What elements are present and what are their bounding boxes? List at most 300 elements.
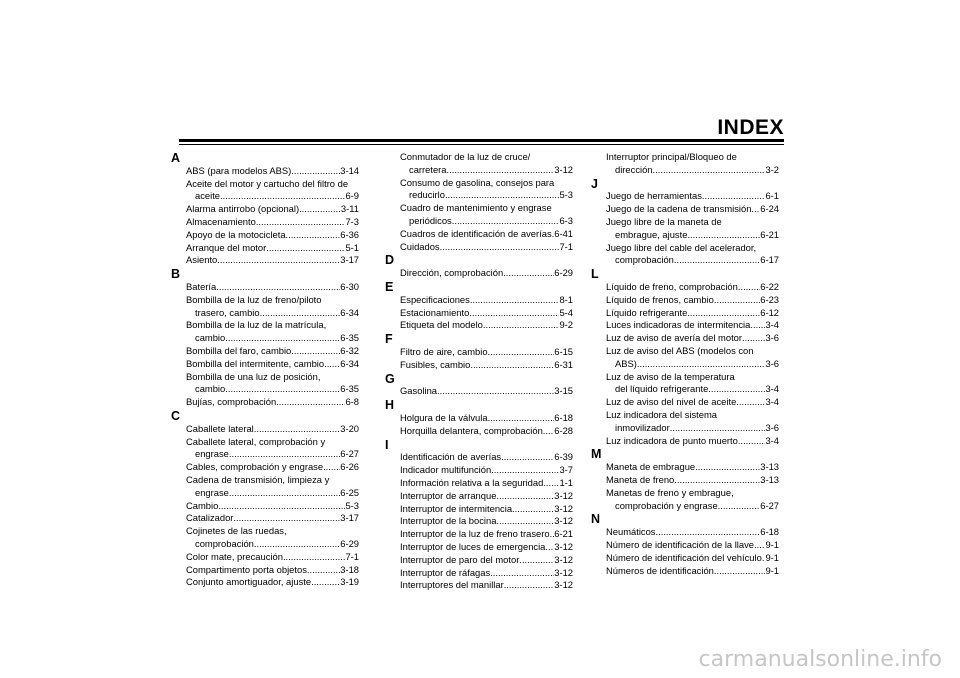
page-number: 3-17 (340, 254, 359, 266)
section-letter: D (385, 253, 395, 268)
entry-text: Luz de aviso del nivel de aceite (606, 396, 737, 408)
dot-leader (216, 281, 340, 294)
index-entry (385, 503, 573, 516)
dot-leader (218, 500, 345, 513)
index-entry (171, 281, 359, 294)
entry-text: Juego libre de la maneta de (606, 215, 722, 227)
dot-leader (543, 425, 554, 438)
page-number: 5-3 (559, 189, 573, 201)
index-entry (171, 319, 359, 345)
page-number: 6-15 (554, 345, 573, 357)
entry-text: Interruptor de la luz de freno trasero (400, 528, 550, 540)
header-rule-thick (179, 139, 784, 142)
page-number: 7-3 (345, 215, 359, 227)
page-number: 6-21 (760, 228, 779, 240)
section-letter: F (385, 332, 393, 347)
index-entry (385, 359, 573, 372)
entry-text: Estacionamiento (400, 306, 470, 318)
page-number: 6-18 (760, 526, 779, 538)
page-number: 7-1 (345, 550, 359, 562)
dot-leader (276, 396, 345, 409)
page-number: 6-23 (760, 293, 779, 305)
index-entry (591, 216, 779, 242)
dot-leader (491, 464, 559, 477)
page-number: 5-4 (559, 306, 573, 318)
index-entry (591, 371, 779, 397)
index-entry (591, 396, 779, 409)
entry-text: Holgura de la válvula (400, 411, 488, 423)
entry-text: aceite (195, 190, 221, 202)
dot-leader (291, 345, 340, 358)
entry-text: Interruptor de la bocina (400, 515, 497, 527)
header-rule-thin (179, 144, 784, 145)
section-letter: L (591, 267, 599, 282)
page-number: 6-35 (340, 332, 359, 344)
page-number: 3-6 (765, 421, 779, 433)
dot-leader (256, 216, 346, 229)
page-number: 6-36 (340, 228, 359, 240)
entry-text: Luces indicadoras de intermitencia (606, 319, 751, 331)
dot-leader (229, 487, 340, 500)
entry-text: ABS) (615, 357, 637, 369)
index-entry (385, 515, 573, 528)
entry-text: Interruptor de paro del motor (400, 553, 520, 565)
index-entry (385, 151, 573, 177)
entry-text: Alarma antirrobo (opcional) (186, 203, 300, 215)
index-entry (385, 477, 573, 490)
page-number: 6-34 (340, 306, 359, 318)
entry-text: comprobación (615, 254, 674, 266)
page-number: 6-35 (340, 383, 359, 395)
entry-text: Etiqueta del modelo (400, 319, 483, 331)
index-entry (171, 396, 359, 409)
entry-text: Cojinetes de las ruedas, (186, 525, 287, 537)
index-entry (385, 490, 573, 503)
dot-leader (503, 267, 554, 280)
entry-text: Cables, comprobación y engrase (186, 461, 324, 473)
page-number: 9-1 (765, 564, 779, 576)
entry-text: Fusibles, cambio (400, 358, 471, 370)
entry-text: Catalizador (186, 512, 234, 524)
dot-leader (266, 242, 345, 255)
page-number: 6-41 (554, 227, 573, 239)
page-title: INDEX (717, 116, 784, 139)
dot-leader (470, 359, 554, 372)
dot-leader (695, 461, 760, 474)
index-entry (171, 345, 359, 358)
dot-leader (504, 579, 555, 592)
entry-text: Cuadros de identificación de averías (400, 227, 552, 239)
dot-leader (738, 281, 760, 294)
entry-text: Líquido de freno, comprobación (606, 280, 738, 292)
entry-text: Gasolina (400, 385, 438, 397)
page-number: 3-12 (554, 540, 573, 552)
page-number: 9-1 (765, 538, 779, 550)
dot-leader (674, 474, 760, 487)
entry-text: Conjunto amortiguador, ajuste (186, 576, 312, 588)
index-entry (385, 554, 573, 567)
index-entry (385, 385, 573, 398)
entry-text: Horquilla delantera, comprobación (400, 424, 543, 436)
entry-text: Luz de aviso del ABS (modelos con (606, 344, 754, 356)
section-letter: I (385, 437, 389, 452)
dot-leader (708, 383, 765, 396)
entry-text: Luz de aviso de la temperatura (606, 370, 735, 382)
index-entry (171, 229, 359, 242)
index-entry (171, 525, 359, 551)
entry-text: Juego libre del cable del acelerador, (606, 241, 757, 253)
dot-leader (687, 307, 760, 320)
entry-text: cambio (195, 332, 226, 344)
index-entry (171, 254, 359, 267)
index-entry (591, 281, 779, 294)
dot-leader (674, 254, 760, 267)
page-number: 6-34 (340, 357, 359, 369)
page-number: 9-2 (559, 319, 573, 331)
entry-text: Información relativa a la seguridad (400, 476, 544, 488)
index-entry (385, 319, 573, 332)
entry-text: comprobación y engrase (615, 499, 718, 511)
page-number: 3-12 (554, 553, 573, 565)
dot-leader (311, 576, 340, 589)
page-number: 6-24 (760, 203, 779, 215)
dot-leader (220, 190, 345, 203)
index-entry (591, 294, 779, 307)
index-entry (385, 579, 573, 592)
page-number: 6-8 (345, 396, 359, 408)
dot-leader (750, 319, 765, 332)
index-column-2 (385, 151, 573, 592)
index-entry (171, 358, 359, 371)
page-number: 5-3 (345, 499, 359, 511)
index-entry (385, 425, 573, 438)
index-entry (591, 190, 779, 203)
page-number: 3-17 (340, 512, 359, 524)
dot-leader (445, 189, 559, 202)
index-entry (591, 203, 779, 216)
dot-leader (307, 564, 340, 577)
entry-text: reducirlo (409, 189, 445, 201)
entry-text: Interruptores del manillar (400, 579, 504, 591)
page-number: 3-2 (765, 163, 779, 175)
dot-leader (447, 164, 555, 177)
page-number: 3-12 (554, 163, 573, 175)
dot-leader (229, 448, 340, 461)
entry-text: Luz de aviso de avería del motor (606, 332, 743, 344)
dot-leader (260, 307, 341, 320)
entry-text: Aceite del motor y cartucho del filtro de (186, 177, 349, 189)
index-entry (385, 528, 573, 541)
dot-leader (543, 477, 559, 490)
entry-text: Luz indicadora del sistema (606, 408, 717, 420)
index-entry (171, 242, 359, 255)
page-number: 6-29 (340, 537, 359, 549)
dot-leader (254, 538, 340, 551)
dot-leader (254, 423, 340, 436)
entry-text: Dirección, comprobación (400, 267, 504, 279)
dot-leader (496, 490, 554, 503)
dot-leader (501, 451, 554, 464)
page-number: 6-25 (340, 486, 359, 498)
dot-leader (718, 500, 761, 513)
entry-text: Números de identificación (606, 564, 714, 576)
entry-text: periódicos (409, 214, 452, 226)
index-entry (171, 564, 359, 577)
dot-leader (225, 383, 340, 396)
section-letter: N (591, 512, 601, 527)
page-number: 3-4 (765, 396, 779, 408)
entry-text: Arranque del motor (186, 241, 267, 253)
index-entry (385, 307, 573, 320)
entry-text: dirección (615, 163, 653, 175)
page-number: 6-39 (554, 451, 573, 463)
entry-text: inmovilizador (615, 421, 670, 433)
page-number: 3-15 (554, 385, 573, 397)
dot-leader (545, 541, 554, 554)
index-entry (171, 512, 359, 525)
entry-text: Luz indicadora de punto muerto (606, 434, 738, 446)
section-letter: J (591, 176, 598, 191)
page-number: 3-13 (760, 473, 779, 485)
entry-text: Cadena de transmisión, limpieza y (186, 473, 330, 485)
index-entry (171, 551, 359, 564)
index-entry (385, 567, 573, 580)
section-letter: A (171, 151, 181, 165)
page-number: 6-32 (340, 344, 359, 356)
page-number: 6-1 (765, 190, 779, 202)
index-entry (171, 165, 359, 178)
entry-text: Líquido refrigerante (606, 306, 688, 318)
index-entry (591, 345, 779, 371)
dot-leader (233, 512, 340, 525)
index-entry (591, 435, 779, 448)
index-entry (171, 436, 359, 462)
entry-text: Líquido de frenos, cambio (606, 293, 714, 305)
section-letter: M (591, 447, 602, 462)
entry-text: Número de identificación del vehículo (606, 551, 762, 563)
entry-text: Maneta de embrague (606, 461, 696, 473)
page-number: 8-1 (559, 293, 573, 305)
page-number: 6-27 (340, 448, 359, 460)
dot-leader (490, 567, 554, 580)
dot-leader (217, 254, 340, 267)
dot-leader (656, 526, 761, 539)
index-entry (171, 500, 359, 513)
entry-text: Consumo de gasolina, consejos para (400, 176, 555, 188)
dot-leader (470, 294, 560, 307)
index-entry (385, 412, 573, 425)
entry-text: Maneta de freno (606, 473, 675, 485)
page-number: 1-1 (559, 476, 573, 488)
page-number: 3-20 (340, 422, 359, 434)
index-entry (591, 332, 779, 345)
page-number: 6-12 (760, 306, 779, 318)
entry-text: Conmutador de la luz de cruce/ (400, 151, 531, 162)
index-entry (385, 267, 573, 280)
page-number: 6-18 (554, 411, 573, 423)
page-number: 3-6 (765, 332, 779, 344)
dot-leader (738, 435, 766, 448)
page-number: 3-12 (554, 502, 573, 514)
entry-text: embrague, ajuste (615, 228, 688, 240)
page-number: 6-27 (760, 499, 779, 511)
section-letter: H (385, 398, 395, 413)
index-entry (591, 461, 779, 474)
dot-leader (440, 241, 560, 254)
index-entry (171, 216, 359, 229)
entry-text: cambio (195, 383, 226, 395)
entry-text: Juego de herramientas (606, 190, 702, 202)
entry-text: Especificaciones (400, 293, 470, 305)
index-entry (171, 371, 359, 397)
index-entry (591, 409, 779, 435)
dot-leader (714, 565, 766, 578)
page-number: 3-13 (760, 461, 779, 473)
dot-leader (283, 551, 346, 564)
page-number: 6-21 (554, 528, 573, 540)
page-number: 3-14 (340, 164, 359, 176)
section-letter: E (385, 279, 394, 294)
index-entry (591, 552, 779, 565)
dot-leader (702, 190, 766, 203)
index-column-3 (591, 151, 779, 577)
entry-text: Caballete lateral, comprobación y (186, 435, 326, 447)
dot-leader (512, 503, 554, 516)
entry-text: engrase (195, 448, 229, 460)
index-column-1 (171, 151, 359, 589)
index-entry (591, 565, 779, 578)
page-number: 3-7 (559, 464, 573, 476)
dot-leader (637, 358, 766, 371)
page-number: 3-19 (340, 576, 359, 588)
page-number: 3-4 (765, 319, 779, 331)
entry-text: comprobación (195, 537, 254, 549)
dot-leader (742, 332, 765, 345)
entry-text: Neumáticos (606, 526, 656, 538)
index-entry (171, 474, 359, 500)
index-entry (591, 242, 779, 268)
entry-text: Manetas de freno y embrague, (606, 486, 734, 498)
index-entry (591, 307, 779, 320)
dot-leader (483, 319, 560, 332)
page-number: 6-17 (760, 254, 779, 266)
entry-text: Bombilla de la luz de la matrícula, (186, 319, 327, 331)
index-entry (385, 541, 573, 554)
dot-leader (519, 554, 554, 567)
section-letter: G (385, 371, 395, 386)
index-entry (171, 203, 359, 216)
dot-leader (299, 203, 341, 216)
dot-leader (452, 215, 560, 228)
entry-text: carretera (409, 163, 447, 175)
entry-text: Indicador multifunción (400, 464, 492, 476)
entry-text: Cuidados (400, 240, 440, 252)
dot-leader (670, 422, 766, 435)
dot-leader (488, 412, 555, 425)
page-number: 3-12 (554, 515, 573, 527)
dot-leader (225, 332, 340, 345)
entry-text: Cuadro de mantenimiento y engrase (400, 202, 552, 214)
entry-text: Bombilla de la luz de freno/piloto (186, 293, 322, 305)
index-entry (385, 177, 573, 203)
dot-leader (324, 358, 340, 371)
index-entry (591, 539, 779, 552)
index-entry (591, 151, 779, 177)
index-entry (385, 464, 573, 477)
entry-text: Bujías, comprobación (186, 396, 277, 408)
index-entry (385, 202, 573, 228)
dot-leader (437, 385, 554, 398)
dot-leader (736, 396, 765, 409)
page-number: 6-3 (559, 214, 573, 226)
page-number: 6-26 (340, 461, 359, 473)
page-number: 9-1 (765, 551, 779, 563)
entry-text: Interruptor de arranque (400, 489, 497, 501)
entry-text: Bombilla del intermitente, cambio (186, 357, 325, 369)
entry-text: Compartimento porta objetos (186, 563, 307, 575)
page-number: 3-12 (554, 489, 573, 501)
watermark: carmanualsonline.info (698, 647, 942, 672)
index-entry (171, 294, 359, 320)
entry-text: Interruptor de luces de emergencia (400, 540, 546, 552)
entry-text: engrase (195, 486, 229, 498)
page-number: 6-29 (554, 267, 573, 279)
dot-leader (291, 165, 340, 178)
index-entry (171, 423, 359, 436)
page-number: 6-30 (340, 280, 359, 292)
page-number: 3-11 (340, 203, 359, 215)
page-number: 6-9 (345, 190, 359, 202)
index-entry (385, 294, 573, 307)
page-number: 3-6 (765, 357, 779, 369)
entry-text: Juego de la cadena de transmisión (606, 203, 752, 215)
dot-leader (751, 203, 760, 216)
page-number: 3-12 (554, 566, 573, 578)
entry-text: trasero, cambio (195, 306, 260, 318)
dot-leader (323, 461, 340, 474)
entry-text: Color mate, precaución (186, 550, 283, 562)
entry-text: Caballete lateral (186, 422, 254, 434)
entry-text: Interruptor principal/Bloqueo de (606, 151, 737, 162)
page-number: 3-12 (554, 579, 573, 591)
dot-leader (286, 229, 341, 242)
entry-text: Apoyo de la motocicleta (186, 228, 286, 240)
section-letter: C (171, 408, 181, 423)
index-entry (591, 319, 779, 332)
section-letter: B (171, 267, 181, 282)
index-entry (591, 474, 779, 487)
entry-text: ABS (para modelos ABS) (186, 164, 292, 176)
dot-leader (496, 515, 554, 528)
dot-leader (714, 294, 760, 307)
page-number: 7-1 (559, 240, 573, 252)
entry-text: Cambio (186, 499, 219, 511)
entry-text: Almacenamiento (186, 215, 256, 227)
index-entry (591, 526, 779, 539)
index-entry (385, 451, 573, 464)
page-number: 3-4 (765, 383, 779, 395)
entry-text: Número de identificación de la llave (606, 538, 754, 550)
entry-text: Identificación de averías (400, 451, 502, 463)
dot-leader (469, 307, 559, 320)
entry-text: Bombilla del faro, cambio (186, 344, 292, 356)
entry-text: Interruptor de ráfagas (400, 566, 491, 578)
page-number: 6-28 (554, 424, 573, 436)
entry-text: del líquido refrigerante (615, 383, 709, 395)
index-entry (171, 461, 359, 474)
index-entry (385, 228, 573, 241)
index-entry (171, 178, 359, 204)
